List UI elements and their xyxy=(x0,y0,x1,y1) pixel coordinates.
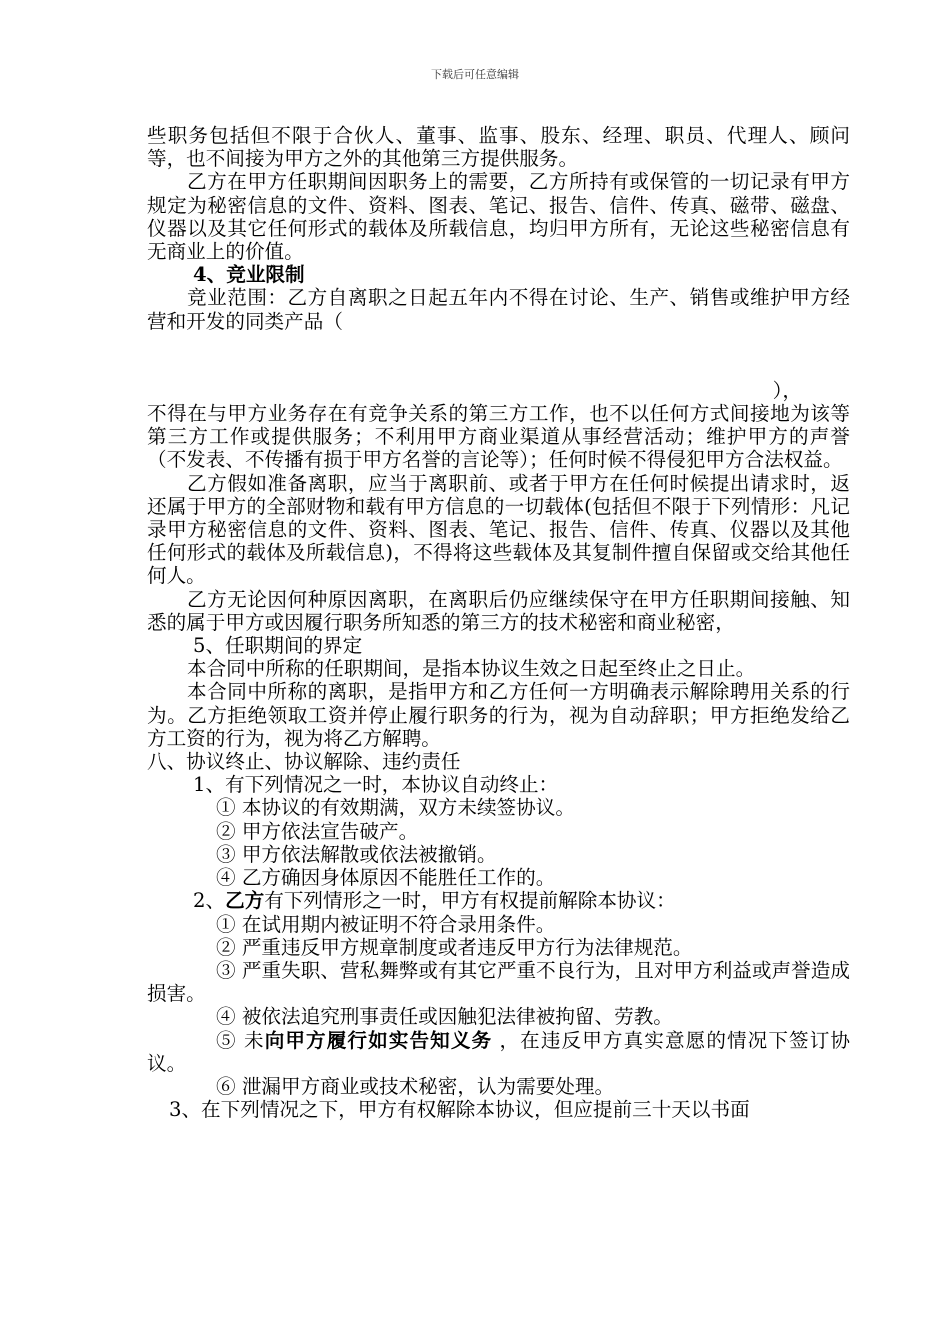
blank-space xyxy=(147,333,850,379)
closing-paren: ）， xyxy=(772,378,802,402)
item-prefix: ⑤ 未 xyxy=(216,1028,265,1052)
heading-employment-period: 5、任职期间的界定 xyxy=(193,634,363,658)
disclosure-duty-bold: 向甲方履行如实告知义务 xyxy=(264,1028,493,1052)
heading-section-eight: 八、协议终止、协议解除、违约责任 xyxy=(147,750,461,774)
page-header: 下载后可任意编辑 xyxy=(431,68,519,81)
paragraph-confidential-materials: 乙方在甲方任职期间因职务上的需要，乙方所持有或保管的一切记录有甲方规定为秘密信息的文件、资料、图表、笔记、报告、信件、传真、磁带、磁盘、仪器以及其它任何形式的载体及所载信息，均归甲方所有，无论这些秘密信息有无商业上的价值。 xyxy=(147,170,850,264)
paragraph-non-compete-scope: 竞业范围：乙方自离职之日起五年内不得在讨论、生产、销售或维护甲方经营和开发的同类产品（ xyxy=(147,286,850,333)
list-item xyxy=(147,1029,850,1075)
list-item: ① 在试用期内被证明不符合录用条件。 xyxy=(216,912,556,936)
clause-text: 有下列情形之一时，甲方有权提前解除本协议： xyxy=(264,889,676,913)
list-item: ⑥ 泄漏甲方商业或技术秘密，认为需要处理。 xyxy=(216,1074,615,1098)
paragraph-employment-period-definition: 本合同中所称的任职期间，是指本协议生效之日起至终止之日止。 xyxy=(187,657,756,681)
heading-non-compete: 4、竞业限制 xyxy=(193,263,305,287)
clause-number: 2、 xyxy=(193,889,226,913)
list-item: ① 本协议的有效期满，双方未续签协议。 xyxy=(216,796,575,820)
list-item: ④ 乙方确因身体原因不能胜任工作的。 xyxy=(216,866,556,890)
party-b-bold: 乙方 xyxy=(225,889,265,913)
document-body xyxy=(147,124,850,1121)
list-item: ④ 被依法追究刑事责任或因触犯法律被拘留、劳教。 xyxy=(216,1005,673,1029)
clause-automatic-termination: 1、有下列情况之一时，本协议自动终止： xyxy=(193,773,559,797)
paragraph-departure-definition: 本合同中所称的离职，是指甲方和乙方任何一方明确表示解除聘用关系的行为。乙方拒绝领取工资并停止履行职务的行为，视为自动辞职；甲方拒绝发给乙方工资的行为，视为将乙方解聘。 xyxy=(147,680,850,750)
paragraph-service-scope: 些职务包括但不限于合伙人、董事、监事、股东、经理、职员、代理人、顾问等，也不间接为甲方之外的其他第三方提供服务。 xyxy=(147,124,850,171)
item-text: ，在违反甲方真实意愿的情况下签订协议。 xyxy=(147,1028,851,1075)
list-item: ② 甲方依法宣告破产。 xyxy=(216,819,419,843)
paragraph-non-compete-obligations: 不得在与甲方业务存在有竞争关系的第三方工作，也不以任何方式间接地为该等第三方工作或提供服务；不利用甲方商业渠道从事经营活动；维护甲方的声誉（不发表、不传播有损于甲方名誉的言论等）；任何时候不得侵犯甲方合法权益。 xyxy=(147,402,850,472)
clause-notice-termination: 3、在下列情况之下，甲方有权解除本协议，但应提前三十天以书面 xyxy=(169,1098,750,1122)
clause-early-termination xyxy=(147,889,850,912)
list-item: ② 严重违反甲方规章制度或者违反甲方行为法律规范。 xyxy=(216,935,693,959)
paragraph-return-materials: 乙方假如准备离职，应当于离职前、或者于甲方在任何时候提出请求时，返还属于甲方的全部财物和载有甲方信息的一切载体(包括但不限于下列情形：凡记录甲方秘密信息的文件、资料、图表、笔记、报告、信件、传真、仪器以及其他任何形式的载体及所载信息)，不得将这些载体及其复制件擅自保留或交给其他任何人。 xyxy=(147,471,850,588)
list-item: ③ 严重失职、营私舞弊或有其它严重不良行为，且对甲方利益或声誉造成损害。 xyxy=(147,958,850,1006)
list-item: ③ 甲方依法解散或依法被撤销。 xyxy=(216,842,497,866)
paragraph-post-departure-secrecy: 乙方无论因何种原因离职，在离职后仍应继续保守在甲方任职期间接触、知悉的属于甲方或因履行职务所知悉的第三方的技术秘密和商业秘密， xyxy=(147,587,850,634)
